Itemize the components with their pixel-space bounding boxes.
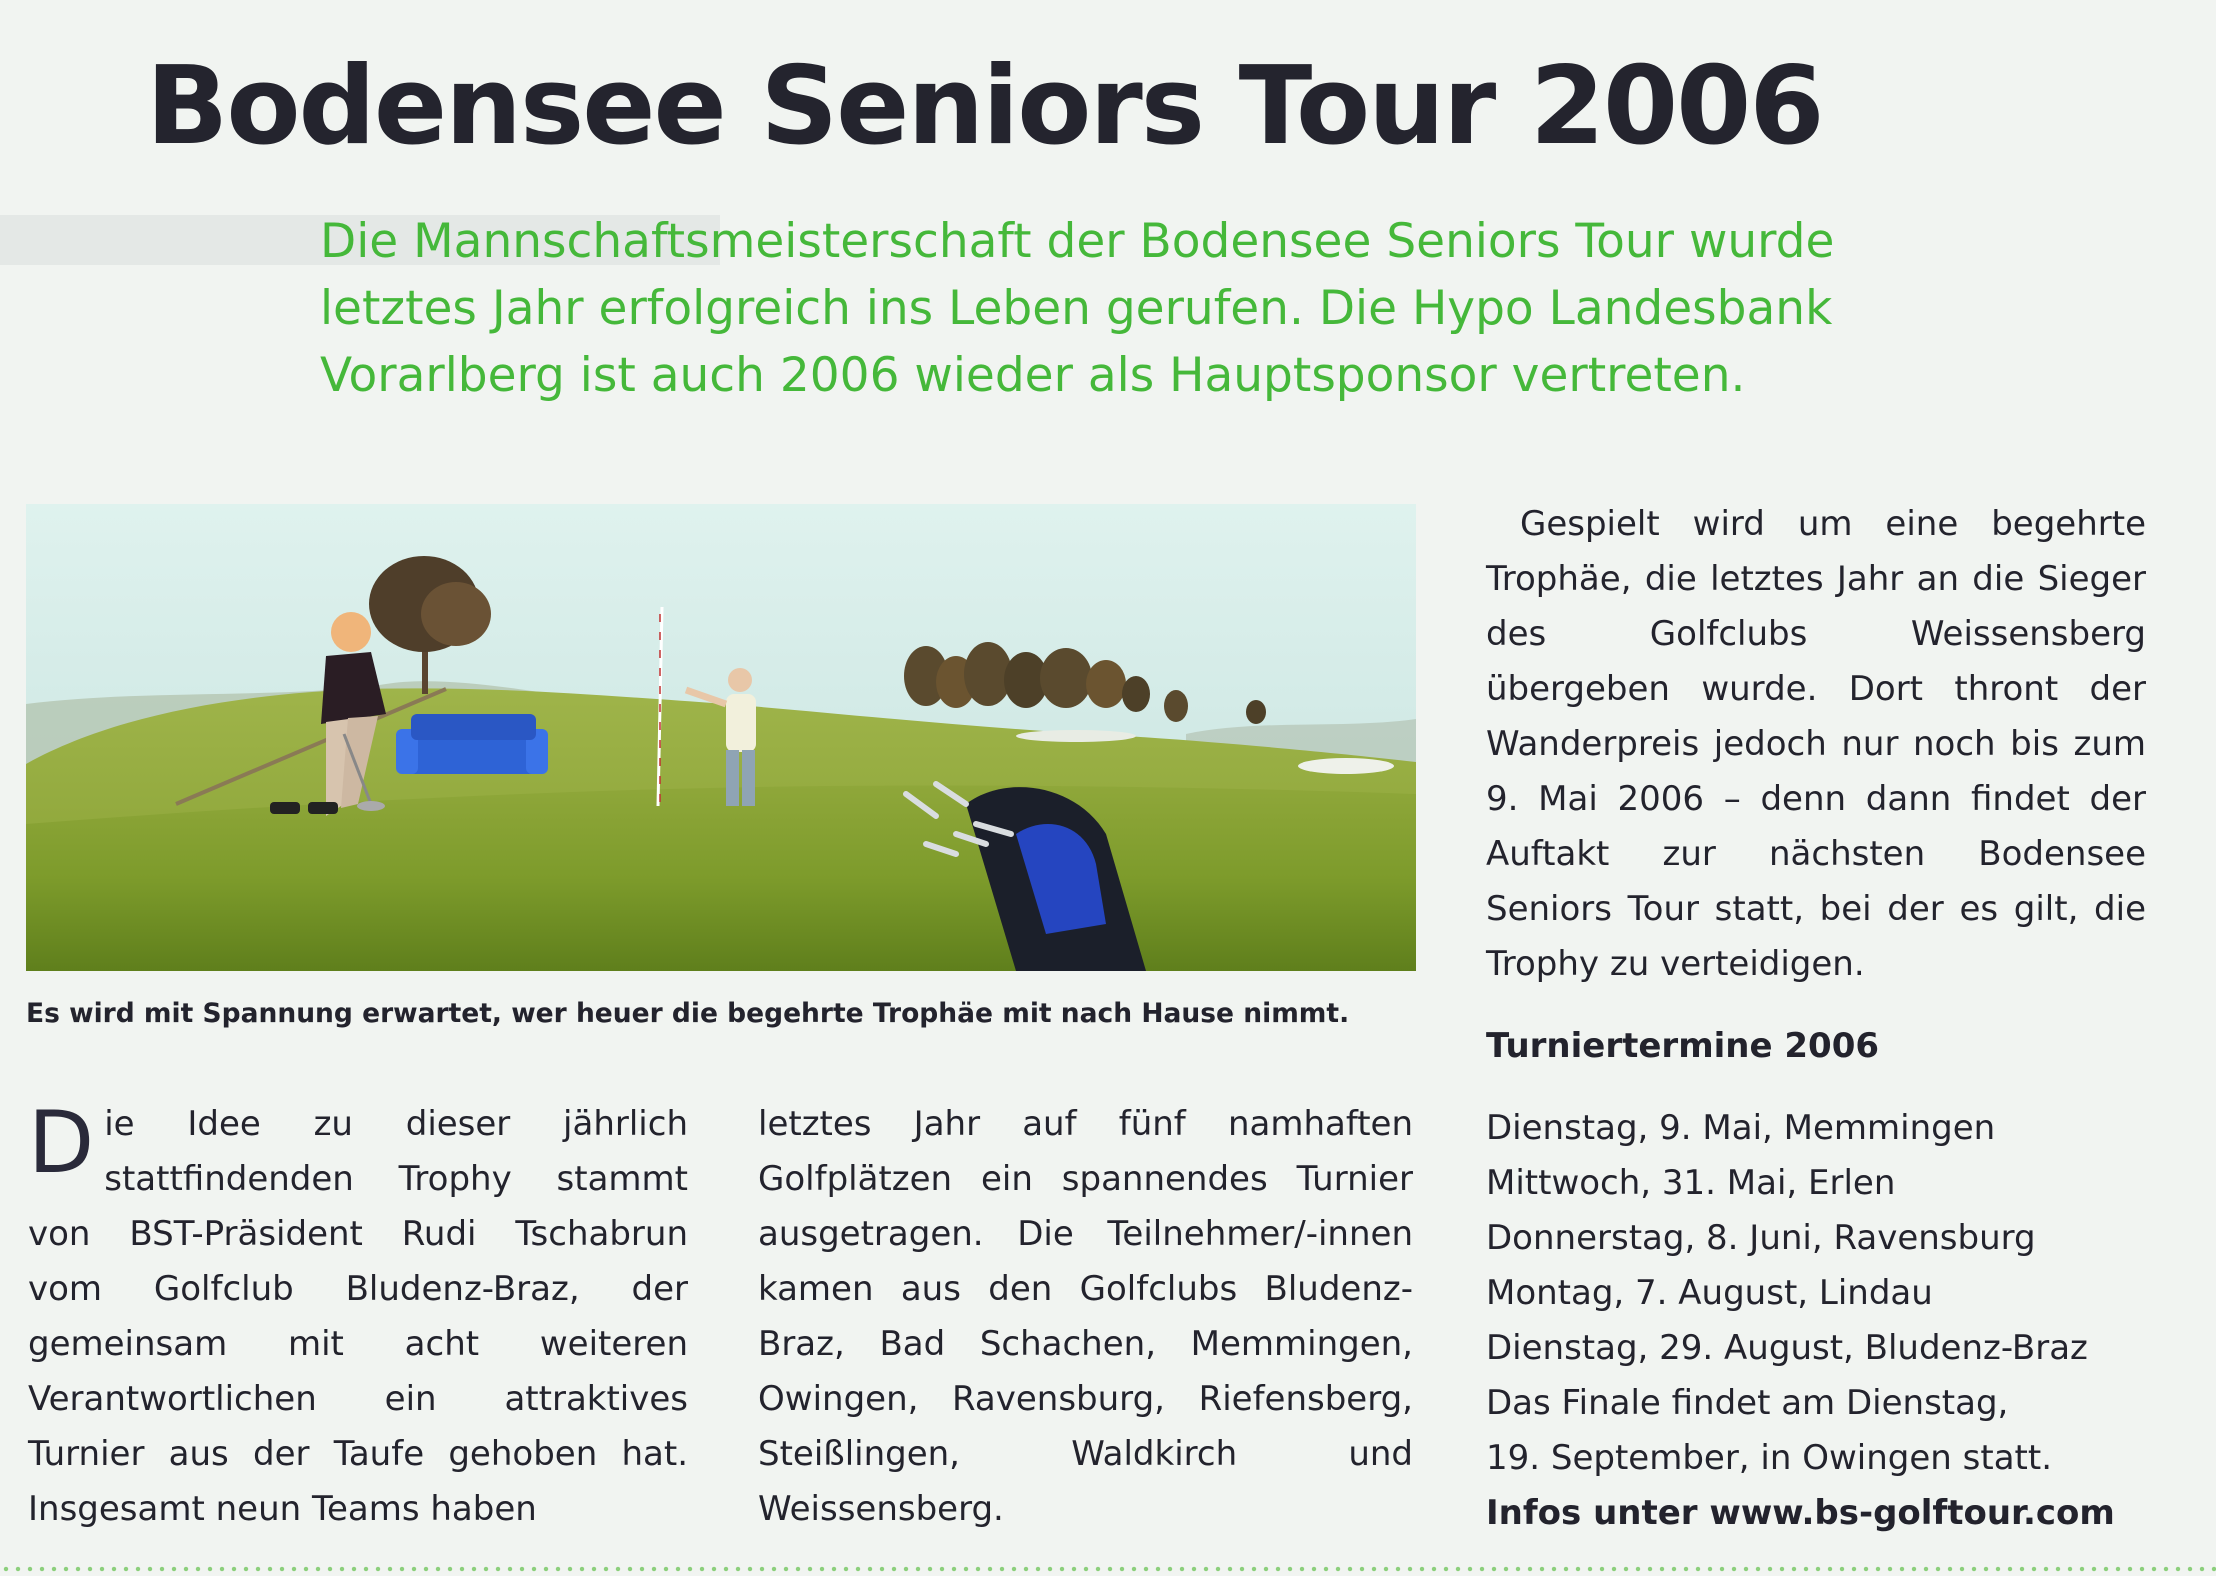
schedule-list <box>1486 1101 2146 1486</box>
article-column-3 <box>1486 497 2146 1541</box>
schedule-item: Mittwoch, 31. Mai, Erlen <box>1486 1163 1896 1203</box>
drop-cap: D <box>28 1093 95 1193</box>
body-text: ie Idee zu dieser jährlich stattfindenden Trophy stammt von BST-Präsident Rudi Tschabrun vom Golfclub Bludenz-Braz, der gemeinsam mit acht weiteren Verantwortlichen ein attraktives Turnier aus der Taufe gehoben hat. Insgesamt neun Teams haben <box>28 1104 688 1529</box>
lead-line: letztes Jahr erfolgreich ins Leben gerufen. Die Hypo Landesbank <box>320 281 1833 336</box>
article-lead <box>320 208 1980 409</box>
lead-line: Vorarlberg ist auch 2006 wieder als Hauptsponsor vertreten. <box>320 348 1746 403</box>
dotted-divider <box>0 1566 2216 1572</box>
article-column-2 <box>758 1097 1413 1537</box>
body-paragraph <box>28 1093 688 1537</box>
photo-caption: Es wird mit Spannung erwartet, wer heuer die begehrte Trophäe mit nach Hause nimmt. <box>26 998 1350 1029</box>
schedule-item: Donnerstag, 8. Juni, Ravensburg <box>1486 1218 2036 1258</box>
golf-course-photo <box>26 504 1416 971</box>
body-paragraph: letztes Jahr auf fünf namhaften Golfplätzen ein spannendes Turnier ausgetragen. Die Teilnehmer/-innen kamen aus den Golfclubs Bludenz-Braz, Bad Schachen, Memmingen, Owingen, Ravensburg, Riefensberg, Steißlingen, Waldkirch und Weissensberg. <box>758 1104 1413 1529</box>
schedule-item: Montag, 7. August, Lindau <box>1486 1273 1933 1313</box>
bleed-through-left <box>0 0 19 40</box>
lead-line: Die Mannschaftsmeisterschaft der Bodensee Seniors Tour wurde <box>320 214 1835 269</box>
schedule-heading: Turniertermine 2006 <box>1486 1026 1880 1066</box>
schedule-item: 19. September, in Owingen statt. <box>1486 1438 2052 1478</box>
schedule-item: Dienstag, 29. August, Bludenz-Braz <box>1486 1328 2088 1368</box>
schedule-item: Das Finale findet am Dienstag, <box>1486 1383 2009 1423</box>
article-title: Bodensee Seniors Tour 2006 <box>146 44 1823 169</box>
article-column-1 <box>28 1093 688 1537</box>
info-link[interactable]: Infos unter www.bs-golftour.com <box>1486 1493 2115 1533</box>
body-paragraph: Gespielt wird um eine begehrte Trophäe, die letztes Jahr an die Sieger des Golfclubs Weissensberg übergeben wurde. Dort thront der Wanderpreis jedoch nur noch bis zum 9. Mai 2006 – denn dann findet der Auftakt zur nächsten Bodensee Seniors Tour statt, bei der es gilt, die Trophy zu verteidigen. <box>1486 504 2146 984</box>
schedule-item: Dienstag, 9. Mai, Memmingen <box>1486 1108 1996 1148</box>
